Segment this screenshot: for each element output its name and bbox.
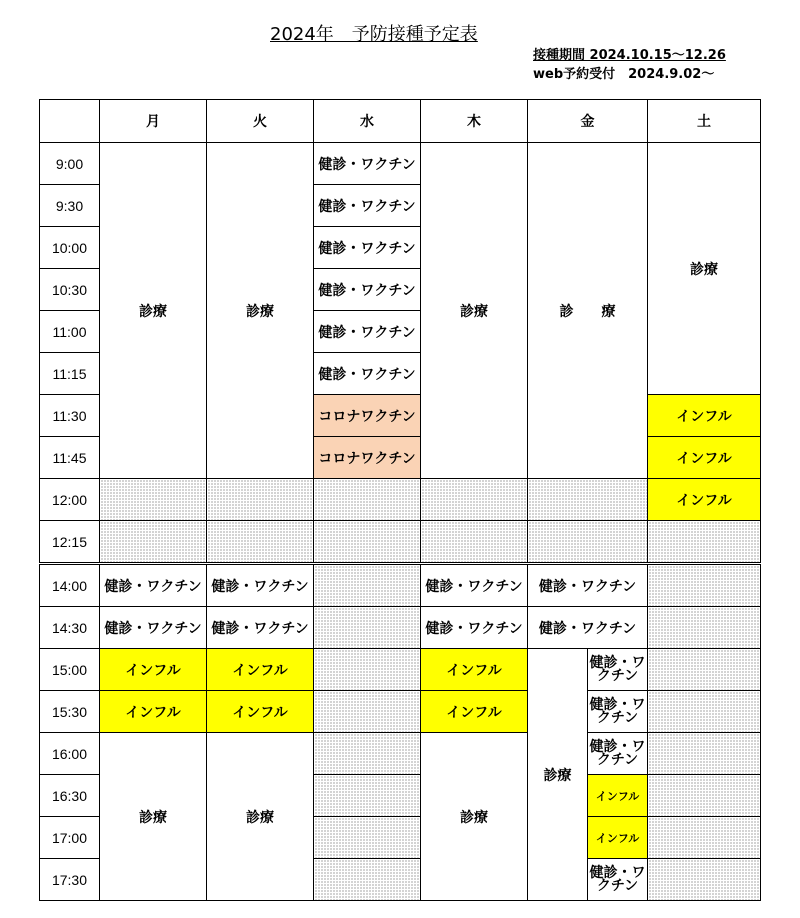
- fri-flu-slot: インフル: [588, 775, 648, 817]
- closed-slot: [314, 859, 421, 901]
- fri-vaccine-slot: 健診・ワクチン: [528, 564, 648, 607]
- thu-pm-clinic: 診療: [421, 733, 528, 901]
- closed-slot: [207, 521, 314, 564]
- time-label: 11:00: [40, 311, 100, 353]
- day-wed: 水: [314, 100, 421, 143]
- fri-flu-slot: インフル: [588, 817, 648, 859]
- tue-vaccine-slot: 健診・ワクチン: [207, 564, 314, 607]
- time-row: [40, 143, 761, 185]
- closed-slot: [314, 649, 421, 691]
- time-label: 16:30: [40, 775, 100, 817]
- thu-am-clinic: 診療: [421, 143, 528, 479]
- fri-pm-clinic: 診療: [528, 649, 588, 901]
- mon-flu-slot: インフル: [100, 649, 207, 691]
- closed-slot: [421, 521, 528, 564]
- fri-vaccine-slot: 健診・ワクチン: [528, 607, 648, 649]
- closed-slot: [648, 564, 761, 607]
- wed-vaccine-slot: 健診・ワクチン: [314, 353, 421, 395]
- time-label: 9:30: [40, 185, 100, 227]
- web-booking-start: web予約受付 2024.9.02～: [533, 67, 715, 82]
- closed-slot: [314, 775, 421, 817]
- tue-pm-clinic: 診療: [207, 733, 314, 901]
- day-fri: 金: [528, 100, 648, 143]
- time-label: 17:30: [40, 859, 100, 901]
- header-row: [40, 100, 761, 143]
- fri-vaccine-slot: 健診・ワクチン: [588, 733, 648, 775]
- time-label: 9:00: [40, 143, 100, 185]
- wed-vaccine-slot: 健診・ワクチン: [314, 311, 421, 353]
- closed-slot: [648, 859, 761, 901]
- tue-vaccine-slot: 健診・ワクチン: [207, 607, 314, 649]
- time-label: 11:15: [40, 353, 100, 395]
- time-label: 10:30: [40, 269, 100, 311]
- closed-slot: [314, 479, 421, 521]
- time-row: [40, 521, 761, 564]
- mon-am-clinic: 診療: [100, 143, 207, 479]
- time-row: [40, 479, 761, 521]
- fri-vaccine-slot: 健診・ワクチン: [588, 649, 648, 691]
- mon-pm-clinic: 診療: [100, 733, 207, 901]
- closed-slot: [648, 817, 761, 859]
- time-row: [40, 607, 761, 649]
- wed-vaccine-slot: 健診・ワクチン: [314, 185, 421, 227]
- mon-vaccine-slot: 健診・ワクチン: [100, 607, 207, 649]
- tue-flu-slot: インフル: [207, 649, 314, 691]
- closed-slot: [648, 649, 761, 691]
- closed-slot: [207, 479, 314, 521]
- closed-slot: [528, 479, 648, 521]
- time-label: 15:30: [40, 691, 100, 733]
- sat-flu-slot: インフル: [648, 479, 761, 521]
- day-tue: 火: [207, 100, 314, 143]
- time-row: [40, 691, 761, 733]
- closed-slot: [648, 775, 761, 817]
- wed-corona-slot: コロナワクチン: [314, 395, 421, 437]
- day-thu: 木: [421, 100, 528, 143]
- wed-corona-slot: コロナワクチン: [314, 437, 421, 479]
- closed-slot: [648, 607, 761, 649]
- fri-am-clinic: 診 療: [528, 143, 648, 479]
- closed-slot: [648, 691, 761, 733]
- sat-flu-slot: インフル: [648, 437, 761, 479]
- closed-slot: [314, 607, 421, 649]
- time-label: 17:00: [40, 817, 100, 859]
- time-label: 14:00: [40, 564, 100, 607]
- vaccination-period: 接種期間 2024.10.15～12.26: [533, 48, 726, 63]
- closed-slot: [648, 521, 761, 564]
- closed-slot: [648, 733, 761, 775]
- mon-flu-slot: インフル: [100, 691, 207, 733]
- thu-vaccine-slot: 健診・ワクチン: [421, 607, 528, 649]
- closed-slot: [528, 521, 648, 564]
- page-title: 2024年 予防接種予定表: [270, 24, 478, 45]
- mon-vaccine-slot: 健診・ワクチン: [100, 564, 207, 607]
- tue-am-clinic: 診療: [207, 143, 314, 479]
- closed-slot: [314, 521, 421, 564]
- closed-slot: [314, 817, 421, 859]
- wed-vaccine-slot: 健診・ワクチン: [314, 269, 421, 311]
- sat-flu-slot: インフル: [648, 395, 761, 437]
- time-label: 11:45: [40, 437, 100, 479]
- day-mon: 月: [100, 100, 207, 143]
- fri-vaccine-slot: 健診・ワクチン: [588, 691, 648, 733]
- tue-flu-slot: インフル: [207, 691, 314, 733]
- time-label: 14:30: [40, 607, 100, 649]
- thu-vaccine-slot: 健診・ワクチン: [421, 564, 528, 607]
- fri-vaccine-slot: 健診・ワクチン: [588, 859, 648, 901]
- closed-slot: [314, 691, 421, 733]
- schedule-table: [39, 99, 761, 901]
- time-row: [40, 649, 761, 691]
- closed-slot: [314, 564, 421, 607]
- closed-slot: [100, 479, 207, 521]
- time-label: 10:00: [40, 227, 100, 269]
- time-row: [40, 733, 761, 775]
- thu-flu-slot: インフル: [421, 649, 528, 691]
- day-sat: 土: [648, 100, 761, 143]
- sat-am-clinic: 診療: [648, 143, 761, 395]
- time-label: 15:00: [40, 649, 100, 691]
- header-corner: [40, 100, 100, 143]
- time-row: [40, 564, 761, 607]
- closed-slot: [100, 521, 207, 564]
- closed-slot: [421, 479, 528, 521]
- wed-vaccine-slot: 健診・ワクチン: [314, 227, 421, 269]
- time-label: 12:00: [40, 479, 100, 521]
- closed-slot: [314, 733, 421, 775]
- time-label: 12:15: [40, 521, 100, 564]
- thu-flu-slot: インフル: [421, 691, 528, 733]
- time-label: 11:30: [40, 395, 100, 437]
- time-label: 16:00: [40, 733, 100, 775]
- wed-vaccine-slot: 健診・ワクチン: [314, 143, 421, 185]
